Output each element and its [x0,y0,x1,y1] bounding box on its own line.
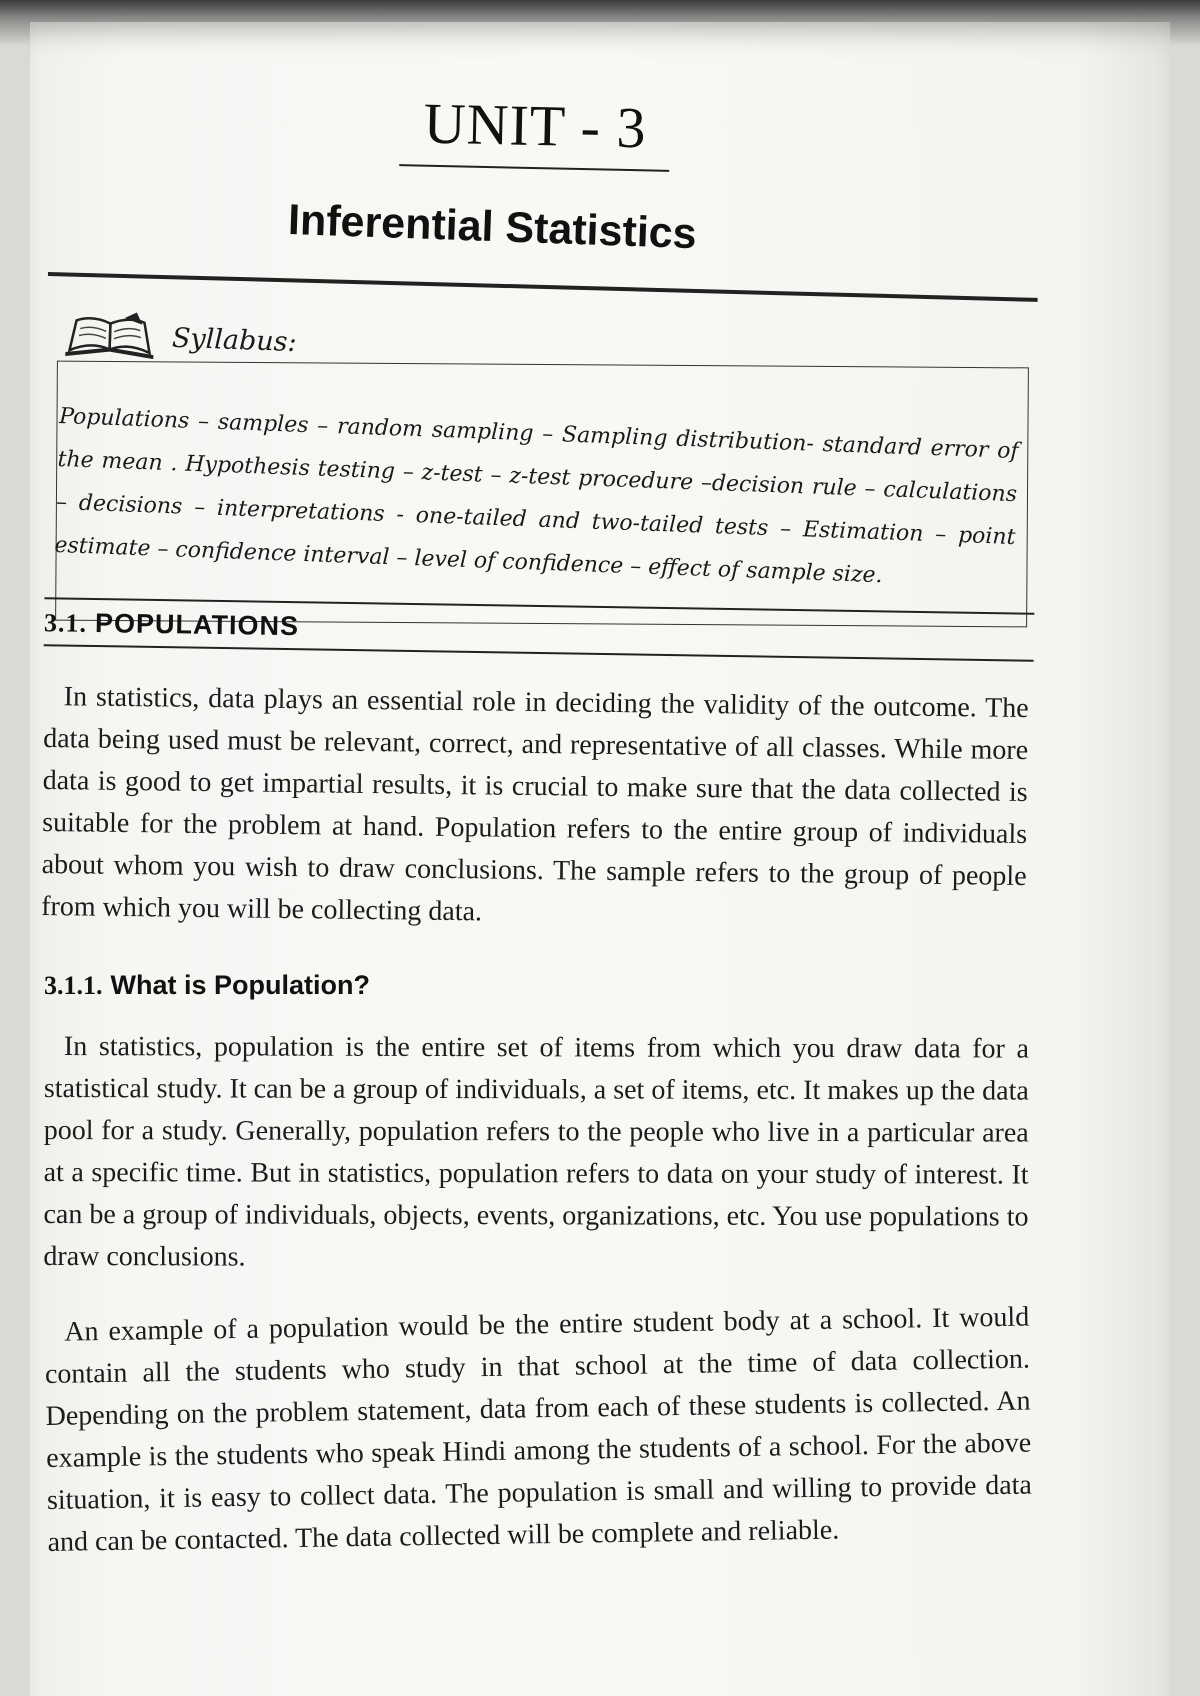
section-number: 3.1. [43,608,88,638]
population-definition-paragraph [43,1026,1029,1281]
syllabus-text: Populations – samples – random sampling – Sampling distribution- standard error of the mean . Hypothesis testing – z-test – z-test procedure –decision rule – calculations – decisions – interpretations - one-tailed and two-tailed tests – Estimation – point estimate – confidence interval – level of confidence – effect of sample size. [54,403,1020,589]
subsection-title: What is Population? [110,970,370,1000]
paragraph-text: In statistics, population is the entire set of items from which you draw data for a statistical study. It can be a group of individuals, a set of items, etc. It makes up the data pool for a study. Generally, population refers to the people who live in a particular area at a specific time. But in statistics, population refers to data on your study of interest. It can be a group of individuals, objects, events, organizations, etc. You use populations to draw conclusions. [43,1031,1029,1273]
unit-title: UNIT - 3 [399,89,671,172]
open-book-icon [61,306,159,365]
paragraph-text: In statistics, data plays an essential role in deciding the validity of the outcome. The data being used must be relevant, correct, and representative of all classes. While more data is good to get impartial results, it is crucial to make sure that the data collected is suitable for the problem at hand. Population refers to the entire group of individuals about whom you wish to draw conclusions. The sample refers to the group of people from which you will be collecting data. [40,681,1029,928]
chapter-title: Inferential Statistics [287,195,698,259]
subsection-heading-what-is-population [44,970,370,1001]
population-example-paragraph [44,1297,1033,1564]
paragraph-text: An example of a population would be the entire student body at a school. It would contain all the students who study in that school at the time of data collection. Depending on the problem statement, data from each of these students is collected. An example is the students who speak Hindi among the students of a school. For the above situation, it is easy to collect data. The population is small and willing to provide data and can be contacted. The data collected will be complete and reliable. [44,1301,1033,1558]
subsection-number: 3.1.1. [44,971,103,1000]
section-title: POPULATIONS [94,608,300,642]
populations-paragraph [41,676,1029,940]
syllabus-label: Syllabus: [171,322,298,358]
